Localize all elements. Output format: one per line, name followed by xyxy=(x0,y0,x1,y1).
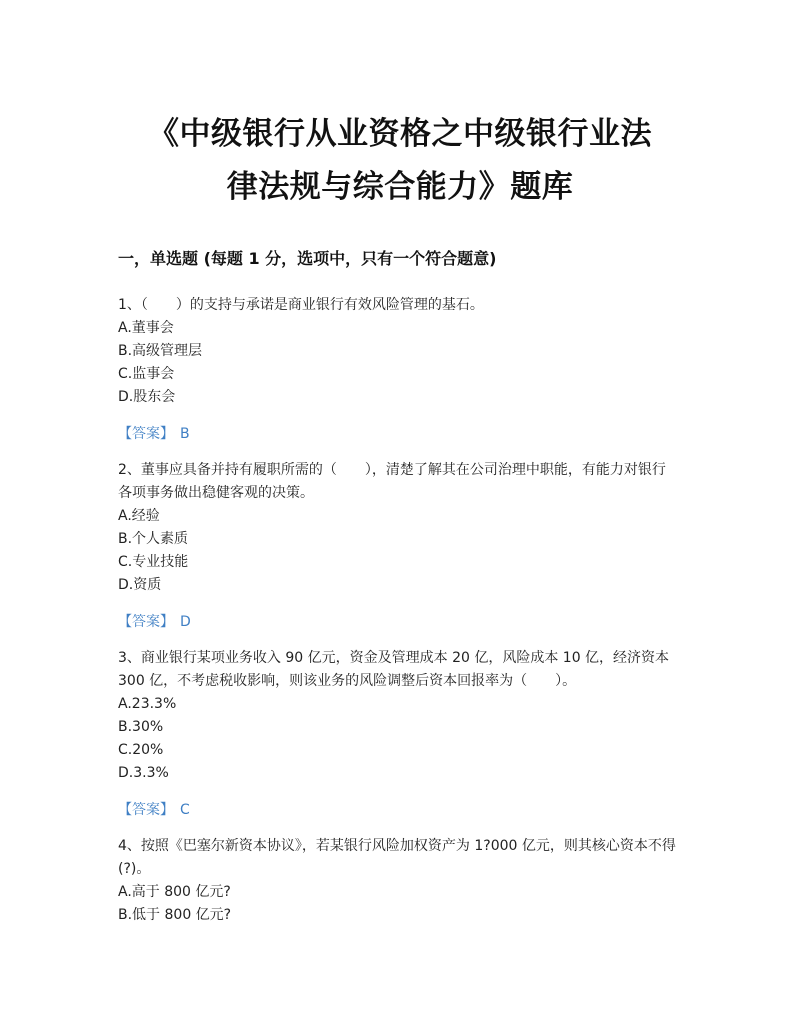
option-b: B.30% xyxy=(118,719,164,735)
answer-value: C xyxy=(180,802,190,818)
option-b: B.低于 800 亿元? xyxy=(118,907,232,923)
option-b: B.个人素质 xyxy=(118,531,189,547)
option-c: C.监事会 xyxy=(118,366,175,382)
title-line-2: 律法规与综合能力》题库 xyxy=(226,169,574,205)
answer-line xyxy=(118,799,678,822)
option-b: B.高级管理层 xyxy=(118,343,203,359)
question-item xyxy=(118,647,678,822)
question-stem: 4、按照《巴塞尔新资本协议》，若某银行风险加权资产为 1?000 亿元，则其核心资本不得(?)。 xyxy=(118,838,676,877)
option-c: C.20% xyxy=(118,742,164,758)
question-item xyxy=(118,835,678,927)
question-stem: 1、（ ）的支持与承诺是商业银行有效风险管理的基石。 xyxy=(118,297,484,313)
question-item xyxy=(118,459,678,634)
question-stem: 3、商业银行某项业务收入 90 亿元，资金及管理成本 20 亿，风险成本 10 亿，经济资本 300 亿，不考虑税收影响，则该业务的风险调整后资本回报率为（ ）。 xyxy=(118,650,670,689)
option-c: C.专业技能 xyxy=(118,554,189,570)
answer-value: B xyxy=(180,426,190,442)
answer-line xyxy=(118,611,678,634)
answer-line xyxy=(118,423,678,446)
option-a: A.高于 800 亿元? xyxy=(118,884,231,900)
question-list xyxy=(118,294,678,927)
answer-label: 【答案】 xyxy=(118,614,174,630)
document-title xyxy=(100,108,700,214)
option-d: D.股东会 xyxy=(118,389,176,405)
answer-value: D xyxy=(180,614,191,630)
option-a: A.董事会 xyxy=(118,320,174,336)
option-d: D.3.3% xyxy=(118,765,169,781)
option-a: A.23.3% xyxy=(118,696,177,712)
option-d: D.资质 xyxy=(118,577,162,593)
answer-label: 【答案】 xyxy=(118,426,174,442)
question-stem: 2、董事应具备并持有履职所需的（ ），清楚了解其在公司治理中职能，有能力对银行各项事务做出稳健客观的决策。 xyxy=(118,462,666,501)
question-item xyxy=(118,294,678,446)
option-a: A.经验 xyxy=(118,508,160,524)
answer-label: 【答案】 xyxy=(118,802,174,818)
title-line-1: 《中级银行从业资格之中级银行业法 xyxy=(148,116,652,152)
section-heading: 一，单选题 (每题 1 分，选项中，只有一个符合题意) xyxy=(118,249,497,268)
